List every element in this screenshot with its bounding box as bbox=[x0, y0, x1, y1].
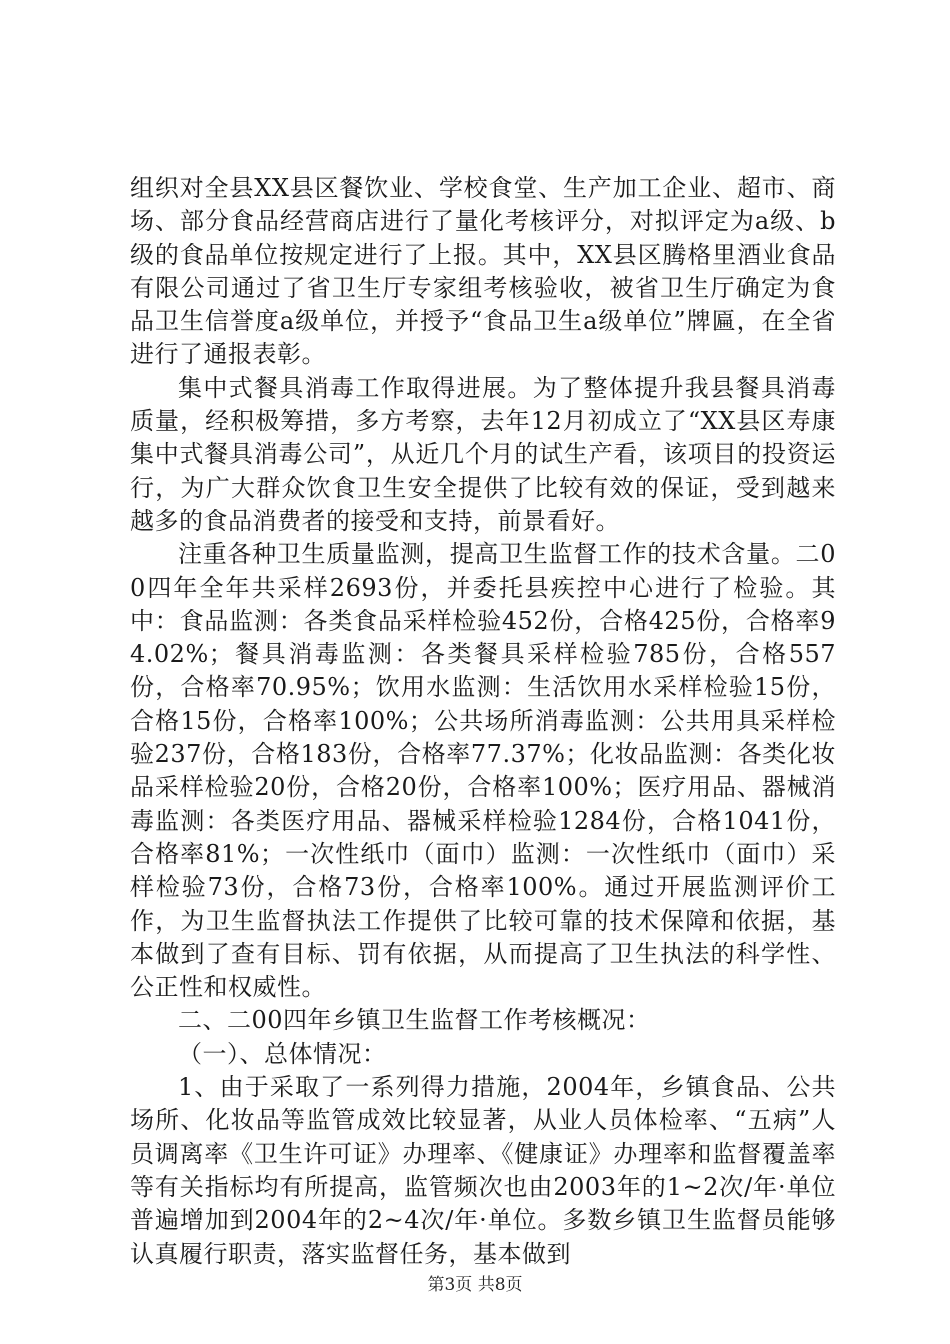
paragraph-1: 组织对全县XX县区餐饮业、学校食堂、生产加工企业、超市、商场、部分食品经营商店进行了量化考核评分，对拟评定为a级、b级的食品单位按规定进行了上报。其中，XX县区腾格里酒业食品有限公司通过了省卫生厅专家组考核验收，被省卫生厅确定为食品卫生信誉度a级单位，并授予“食品卫生a级单位”牌匾，在全省进行了通报表彰。 bbox=[130, 174, 836, 369]
document-body bbox=[130, 172, 836, 1271]
section-heading: 二、二00四年乡镇卫生监督工作考核概况： bbox=[178, 1006, 651, 1035]
paragraph-6: 1、由于采取了一系列得力措施，2004年，乡镇食品、公共场所、化妆品等监管成效比较显著，从业人员体检率、“五病”人员调离率《卫生许可证》办理率、《健康证》办理率和监督覆盖率等有关指标均有所提高，监管频次也由2003年的1~2次/年·单位普遍增加到2004年的2~4次/年·单位。多数乡镇卫生监督员能够认真履行职责，落实监督任务，基本做到 bbox=[130, 1073, 836, 1268]
subsection-heading: （一）、总体情况： bbox=[178, 1039, 387, 1068]
page-footer: 第3页 共8页 bbox=[427, 1275, 523, 1295]
paragraph-3: 注重各种卫生质量监测，提高卫生监督工作的技术含量。二00四年全年共采样2693份，并委托县疾控中心进行了检验。其中：食品监测：各类食品采样检验452份，合格425份，合格率94.02%；餐具消毒监测：各类餐具采样检验785份，合格557份，合格率70.95%；饮用水监测：生活饮用水采样检验15份，合格15份，合格率100%；公共场所消毒监测：公共用具采样检验237份，合格183份，合格率77.37%；化妆品监测：各类化妆品采样检验20份，合格20份，合格率100%；医疗用品、器械消毒监测：各类医疗用品、器械采样检验1284份，合格1041份，合格率81%；一次性纸巾（面巾）监测：一次性纸巾（面巾）采样检验73份，合格73份，合格率100%。通过开展监测评价工作，为卫生监督执法工作提供了比较可靠的技术保障和依据，基本做到了查有目标、罚有依据，从而提高了卫生执法的科学性、公正性和权威性。 bbox=[130, 540, 836, 1002]
paragraph-2: 集中式餐具消毒工作取得进展。为了整体提升我县餐具消毒质量，经积极筹措，多方考察，去年12月初成立了“XX县区寿康集中式餐具消毒公司”，从近几个月的试生产看，该项目的投资运行，为广大群众饮食卫生安全提供了比较有效的保证，受到越来越多的食品消费者的接受和支持，前景看好。 bbox=[130, 373, 836, 535]
